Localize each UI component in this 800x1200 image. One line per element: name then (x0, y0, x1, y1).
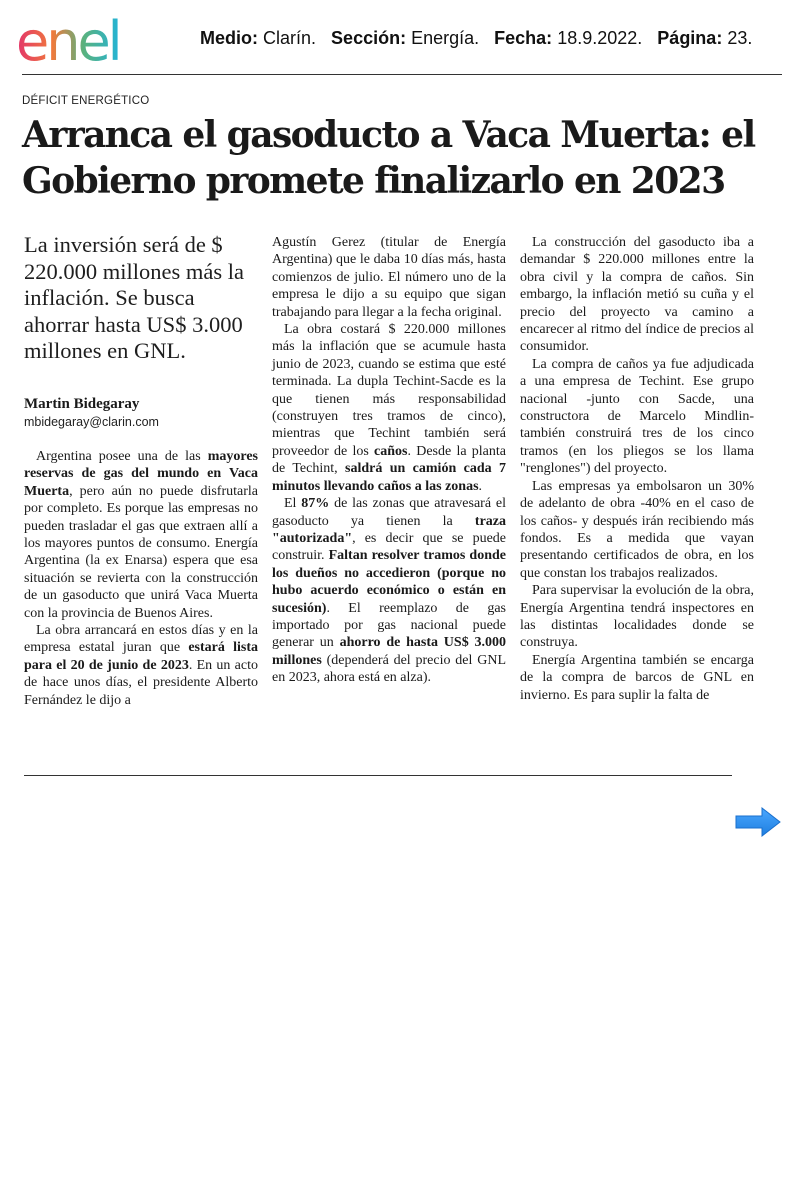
section-label: DÉFICIT ENERGÉTICO (22, 95, 150, 107)
paragraph: La obra costará $ 220.000 millones más la inflación que se acumule hasta junio de 2023, cuando se estima que esté terminada. La dupla Techint-Sacde es la que tienen más responsabilidad (construyen tres tramos de cinco), mientras que Techint también será proveedor de los caños. Desde la planta de Techint, saldrá un camión cada 7 minutos llevando caños a las zonas. (272, 322, 507, 494)
seccion-value: Energía. (411, 28, 480, 48)
svg-text:enel: enel (16, 10, 120, 68)
article-column-1 (24, 448, 258, 709)
press-clipping-metadata: Medio: Clarín. Sección: Energía. Fecha: 18.9.2022. Página: 23. (200, 28, 753, 48)
paragraph: La obra arrancará en estos días y en la empresa estatal juran que estará lista para el 20 de junio de 2023. En un acto de hace unos días, el presidente Alberto Fernández le dijo a (24, 623, 258, 708)
enel-logo (14, 8, 170, 68)
paragraph: Agustín Gerez (titular de Energía Argentina) que le daba 10 días más, hasta comienzos de julio. El número uno de la empresa le dijo a su equipo que sigan trabajando para llegar a la fecha original. (272, 235, 506, 320)
paragraph: La construcción del gasoducto iba a demandar $ 220.000 millones entre la obra civil y la compra de caños. Sin embargo, la inflación metió su cuña y el precio del proyecto va camino a encarecer al ritmo del índice de precios al consumidor. (520, 235, 754, 355)
lead-summary: La inversión será de $ 220.000 millones más la inflación. Se busca ahorrar hasta US$ 3.000 millones en GNL. (24, 232, 244, 363)
article-column-2 (272, 234, 506, 687)
paragraph: La compra de caños ya fue adjudicada a una empresa de Techint. Ese grupo nacional -junto con Sacde, una constructora de Marcelo Mindlin- también construirá tres de los cinco tramos (en los pliegos se los llama "renglones") del proyecto. (520, 356, 754, 477)
author-name: Martin Bidegaray (24, 396, 140, 412)
paragraph: Argentina posee una de las mayores reservas de gas del mundo en Vaca Muerta, pero aún no puede disfrutarla por completo. Es porque las empresas no pueden trasladar el gas que extraen allí a los mayores puntos de consumo. Energía Argentina (la ex Enarsa) espera que esa situación se revierta con la construcción de un gasoducto que unirá Vaca Muerta con la provincia de Buenos Aires. (24, 449, 258, 621)
paragraph: El 87% de las zonas que atravesará el gasoducto ya tienen la traza "autorizada", es decir que se puede construir. Faltan resolver tramos donde los dueños no accedieron (porque no hubo acuerdo económico o están en sucesión). El reemplazo de gas importado por gas nacional puede generar un ahorro de hasta US$ 3.000 millones (dependerá del precio del GNL en 2023, ahora está en alza). (272, 496, 506, 686)
paragraph: Para supervisar la evolución de la obra, Energía Argentina tendrá inspectores en las distintas localidades donde se construya. (520, 583, 754, 651)
paragraph: Las empresas ya embolsaron un 30% de adelanto de obra -40% en el caso de los caños- y después irán recibiendo más fondos. Es a medida que vayan presentando certificados de obra, en los que constan los trabajos realizados. (520, 478, 754, 581)
article-column-3 (520, 234, 754, 704)
top-divider (22, 74, 782, 75)
bottom-divider (24, 775, 732, 776)
medio-value: Clarín. (263, 28, 317, 48)
headline: Arranca el gasoducto a Vaca Muerta: el Gobierno promete finalizarlo en 2023 (22, 114, 755, 202)
paragraph: Energía Argentina también se encarga de la compra de barcos de GNL en invierno. Es para suplir la falta de (520, 652, 754, 703)
author-email: mbidegaray@clarin.com (24, 415, 159, 429)
fecha-value: 18.9.2022. (557, 28, 643, 48)
pagina-value: 23. (727, 28, 753, 48)
arrow-right-icon[interactable] (734, 806, 782, 838)
